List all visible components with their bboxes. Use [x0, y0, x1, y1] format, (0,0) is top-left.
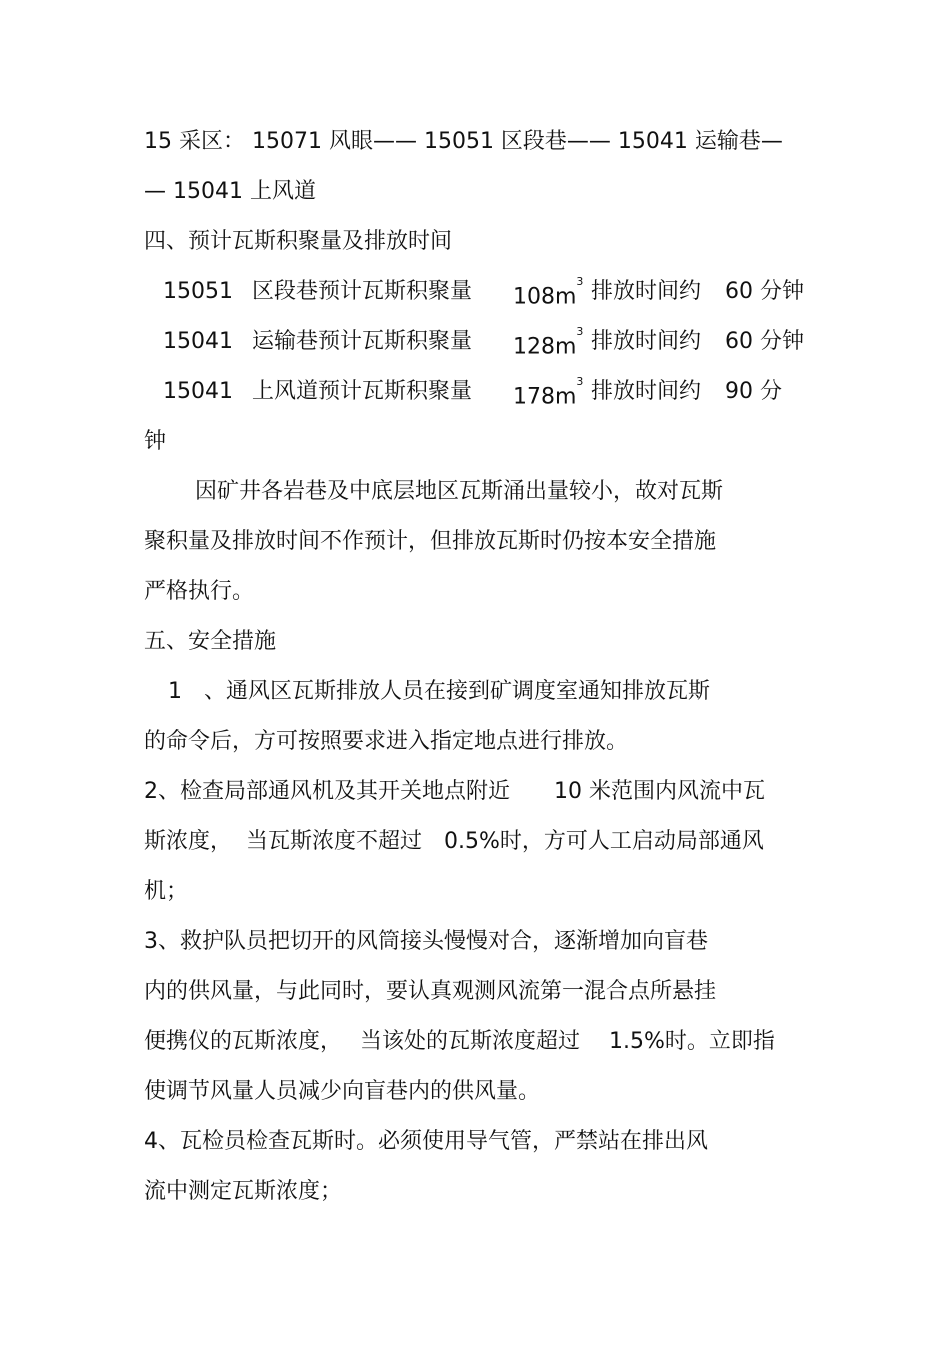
gas-volume: $128m^3$: [513, 325, 584, 360]
text-line: 使调节风量人员减少向盲巷内的供风量。: [144, 1079, 541, 1104]
time-value: 60 分钟: [725, 329, 804, 354]
time-value: 60 分钟: [725, 279, 804, 304]
section-heading: 五、安全措施: [144, 629, 277, 654]
text-line: 的命令后，方可按照要求进入指定地点进行排放。: [144, 729, 629, 754]
text-line: 聚积量及排放时间不作预计，但排放瓦斯时仍按本安全措施: [144, 529, 717, 554]
section-heading: 四、预计瓦斯积聚量及排放时间: [144, 229, 453, 254]
text-line: 4、瓦检员检查瓦斯时。必须使用导气管，严禁站在排出风: [144, 1129, 708, 1154]
gas-volume: $178m^3$: [513, 375, 584, 410]
text-line: 便携仪的瓦斯浓度， 当该处的瓦斯浓度超过 1.5%时。立即指: [144, 1029, 775, 1054]
text-line: 因矿井各岩巷及中底层地区瓦斯涌出量较小，故对瓦斯: [195, 479, 724, 504]
text-line: — 15041 上风道: [144, 179, 316, 204]
lane-id: 15041: [163, 329, 233, 354]
gas-volume: $108m^3$: [513, 275, 584, 310]
text-line: 1 、通风区瓦斯排放人员在接到矿调度室通知排放瓦斯: [168, 679, 710, 704]
text-line: 3、救护队员把切开的风筒接头慢慢对合，逐渐增加向盲巷: [144, 929, 708, 954]
time-value: 90 分: [725, 379, 782, 404]
text-line: 15 采区： 15071 风眼—— 15051 区段巷—— 15041 运输巷—: [144, 129, 783, 154]
lane-id: 15051: [163, 279, 233, 304]
table-row: [0, 375, 950, 410]
text-line: 内的供风量，与此同时，要认真观测风流第一混合点所悬挂: [144, 979, 717, 1004]
time-label: 排放时间约: [591, 329, 702, 354]
text-line: 严格执行。: [144, 579, 255, 604]
lane-desc: 区段巷预计瓦斯积聚量: [252, 279, 473, 304]
table-row: [0, 325, 950, 360]
text-line: 钟: [144, 429, 167, 454]
lane-id: 15041: [163, 379, 233, 404]
lane-desc: 运输巷预计瓦斯积聚量: [252, 329, 473, 354]
text-line: 流中测定瓦斯浓度；: [144, 1179, 343, 1204]
time-label: 排放时间约: [591, 279, 702, 304]
time-label: 排放时间约: [591, 379, 702, 404]
text-line: 机；: [144, 879, 189, 904]
table-row: [0, 275, 950, 310]
text-line: 2、检查局部通风机及其开关地点附近 10 米范围内风流中瓦: [144, 779, 765, 804]
text-line: 斯浓度， 当瓦斯浓度不超过 0.5%时，方可人工启动局部通风: [144, 829, 764, 854]
lane-desc: 上风道预计瓦斯积聚量: [252, 379, 473, 404]
